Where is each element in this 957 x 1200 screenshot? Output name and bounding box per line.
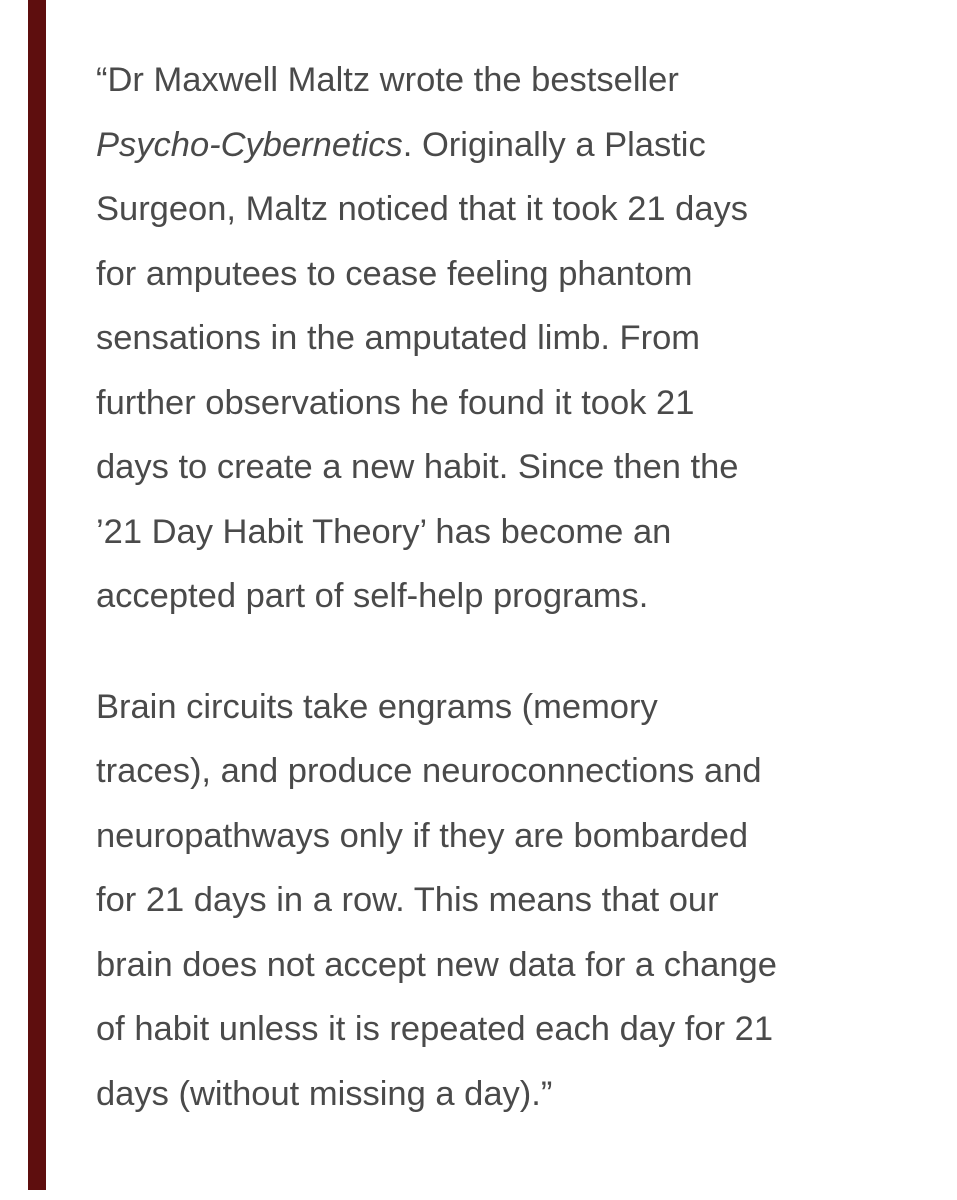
quote-line: for amputees to cease feeling phantom [96, 254, 693, 293]
quote-line: further observations he found it took 21 [96, 383, 695, 422]
blockquote-bar [28, 0, 46, 1190]
quote-paragraph-2 [96, 675, 876, 1127]
quote-line: ’21 Day Habit Theory’ has become an [96, 512, 672, 551]
quote-line: sensations in the amputated limb. From [96, 319, 701, 357]
quote-line: Brain circuits take engrams (memory [96, 687, 658, 726]
quote-line: traces), and produce neuroconnections and [96, 752, 762, 790]
quote-paragraph-1 [96, 48, 876, 629]
quote-line: neuropathways only if they are bombarded [96, 816, 749, 855]
quote-line: Surgeon, Maltz noticed that it took 21 days [96, 190, 749, 228]
quote-line: for 21 days in a row. This means that our [96, 881, 719, 919]
quote-line: days to create a new habit. Since then the [96, 448, 739, 486]
book-title: Psycho-Cybernetics [96, 125, 403, 164]
quote-line: “Dr Maxwell Maltz wrote the bestseller [96, 61, 679, 99]
quote-line: brain does not accept new data for a change [96, 945, 777, 984]
quote-text: . Originally a Plastic [402, 125, 706, 164]
quote-line [96, 113, 876, 178]
quote-line: accepted part of self-help programs. [96, 577, 649, 615]
blockquote [96, 48, 876, 1126]
quote-line: of habit unless it is repeated each day for 21 [96, 1010, 774, 1048]
quote-line: days (without missing a day).” [96, 1074, 553, 1113]
